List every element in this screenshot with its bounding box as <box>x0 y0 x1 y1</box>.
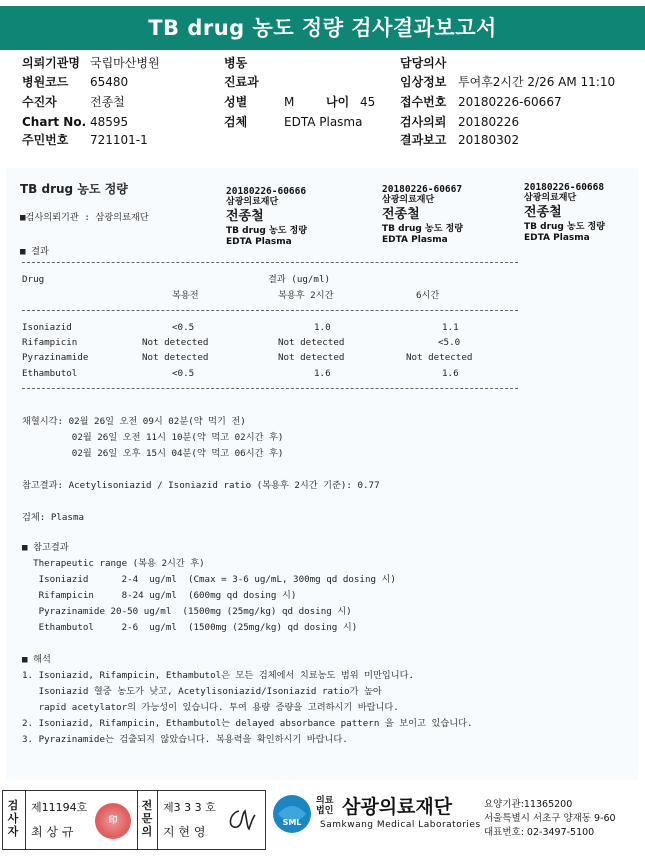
divider <box>137 791 138 849</box>
therapeutic-line: Ethambutol 2-6 ug/ml (1500mg (25mg/kg) qd dosing 시) <box>22 622 358 633</box>
specialist-license-no: 제3 3 3 호 <box>163 801 216 814</box>
scanned-report <box>6 168 638 780</box>
signature-box <box>2 790 266 850</box>
divider <box>157 791 158 849</box>
interpretation-line: 2. Isoniazid, Rifampicin, Ethambutol는 delayed absorbance pattern 을 보이고 있습니다. <box>22 718 473 729</box>
table-header-drug: Drug <box>22 274 45 285</box>
specialist-name: 지 현 영 <box>163 825 206 839</box>
org-name: 삼광의료재단 <box>342 796 453 818</box>
svg-text:SML: SML <box>282 818 302 827</box>
interpretation-line: rapid acetylator의 가능성이 있습니다. 투여 용량 증량을 고려하시기 바랍니다. <box>22 702 399 713</box>
sample-label: 20180226-60668 삼광의료재단 전종철 TB drug 농도 정량 EDTA Plasma <box>524 182 605 243</box>
divider <box>22 388 518 389</box>
table-cell: <0.5 <box>172 322 195 333</box>
header-hospital-code: 병원코드 65480 <box>22 75 129 89</box>
specialist-label: 전문의 <box>141 799 153 838</box>
therapeutic-line: Pyrazinamide 20-50 ug/ml (1500mg (25mg/kg) qd dosing 시) <box>22 606 352 617</box>
table-cell-drug: Isoniazid <box>22 322 72 333</box>
org-address: 서울특별시 서초구 양재동 9-60 <box>484 813 616 824</box>
examiner-label: 검사자 <box>7 799 19 838</box>
header-accession-no: 접수번호 20180226-60667 <box>400 95 562 109</box>
table-cell: Not detected <box>278 337 345 348</box>
org-prefix: 의료 법인 <box>316 796 334 816</box>
table-header-result: 결과 (ug/ml) <box>268 274 331 285</box>
table-cell: Not detected <box>142 337 209 348</box>
sampling-time: 02월 26일 오전 11시 10분(약 먹고 02시간 후) <box>22 432 284 443</box>
sml-logo-icon <box>272 794 312 834</box>
table-header-time: 복용후 2시간 <box>278 290 334 301</box>
footer <box>0 788 645 856</box>
divider <box>22 310 518 311</box>
table-cell: 1.1 <box>442 322 459 333</box>
org-phone: 대표번호: 02-3497-5100 <box>484 827 595 838</box>
table-header-time: 6시간 <box>416 290 440 301</box>
table-cell-drug: Ethambutol <box>22 368 78 379</box>
table-cell-drug: Rifampicin <box>22 337 78 348</box>
report-title: TB drug 농도 정량 검사결과보고서 <box>148 16 497 40</box>
sampling-time: 02월 26일 오후 15시 04분(약 먹고 06시간 후) <box>22 448 284 459</box>
care-institution-code: 요양기관:11365200 <box>484 799 573 810</box>
header-sex-age: 성별 M 나이 45 <box>224 95 376 109</box>
signature-icon <box>225 805 259 835</box>
reference-heading: ■ 참고결과 <box>22 542 69 553</box>
result-heading: ■ 결과 <box>20 246 49 257</box>
title-bar <box>0 6 645 50</box>
table-header-time: 복용전 <box>172 290 199 301</box>
sampling-time: 채혈시각: 02월 26일 오전 09시 02분(약 먹기 전) <box>22 416 246 427</box>
therapeutic-line: Therapeutic range (복용 2시간 후) <box>22 558 205 569</box>
examiner-name: 최 상 규 <box>31 825 74 839</box>
examiner-license-no: 제11194호 <box>31 801 88 814</box>
reference-ratio: 참고결과: Acetylisoniazid / Isoniazid ratio (복용후 2시간 기준): 0.77 <box>22 480 380 491</box>
report-section-title: TB drug 농도 정량 <box>20 182 128 196</box>
table-cell: Not detected <box>278 352 345 363</box>
header-doctor: 담당의사 <box>400 56 447 70</box>
institution-line: ■검사의뢰기관 : 삼광의료재단 <box>20 212 149 223</box>
header-patient: 수진자 전종철 <box>22 95 125 109</box>
sample-label: 20180226-60667 삼광의료재단 전종철 TB drug 농도 정량 EDTA Plasma <box>382 184 463 245</box>
interpretation-heading: ■ 해석 <box>22 654 51 665</box>
interpretation-line: Isoniazid 혈중 농도가 낮고, Acetylisoniazid/Isoniazid ratio가 높아 <box>22 686 382 697</box>
header-institution: 의뢰기관명 국립마산병원 <box>22 56 160 70</box>
header-chart-no: Chart No. 48595 <box>22 115 129 129</box>
table-cell: <5.0 <box>438 337 461 348</box>
org-english-name: Samkwang Medical Laboratories <box>320 820 481 830</box>
table-cell: <0.5 <box>172 368 195 379</box>
divider <box>22 262 518 263</box>
seal-stamp: 印 <box>95 803 131 839</box>
interpretation-line: 1. Isoniazid, Rifampicin, Ethambutol은 모든 검체에서 치료농도 범위 미만입니다. <box>22 670 415 681</box>
specimen-line: 검체: Plasma <box>22 512 85 523</box>
table-cell: 1.0 <box>314 322 331 333</box>
header-department: 진료과 <box>224 75 259 89</box>
table-cell-drug: Pyrazinamide <box>22 352 89 363</box>
header-clinical-info: 임상정보 투여후2시간 2/26 AM 11:10 <box>400 75 616 89</box>
table-cell: Not detected <box>142 352 209 363</box>
header-resident-no: 주민번호 721101-1 <box>22 133 148 147</box>
divider <box>25 791 26 849</box>
table-cell: 1.6 <box>314 368 331 379</box>
therapeutic-line: Rifampicin 8-24 ug/ml (600mg qd dosing 시) <box>22 590 297 601</box>
header-ward: 병동 <box>224 56 248 70</box>
table-cell: 1.6 <box>442 368 459 379</box>
table-cell: Not detected <box>406 352 473 363</box>
therapeutic-line: Isoniazid 2-4 ug/ml (Cmax = 3-6 ug/mL, 300mg qd dosing 시) <box>22 574 396 585</box>
header-report-date: 결과보고 20180302 <box>400 133 520 147</box>
interpretation-line: 3. Pyrazinamide는 검출되지 않았습니다. 복용력을 확인하시기 바랍니다. <box>22 734 348 745</box>
header-request-date: 검사의뢰 20180226 <box>400 115 520 129</box>
header-specimen: 검체 EDTA Plasma <box>224 115 363 129</box>
sample-label: 20180226-60666 삼광의료재단 전종철 TB drug 농도 정량 EDTA Plasma <box>226 186 307 247</box>
